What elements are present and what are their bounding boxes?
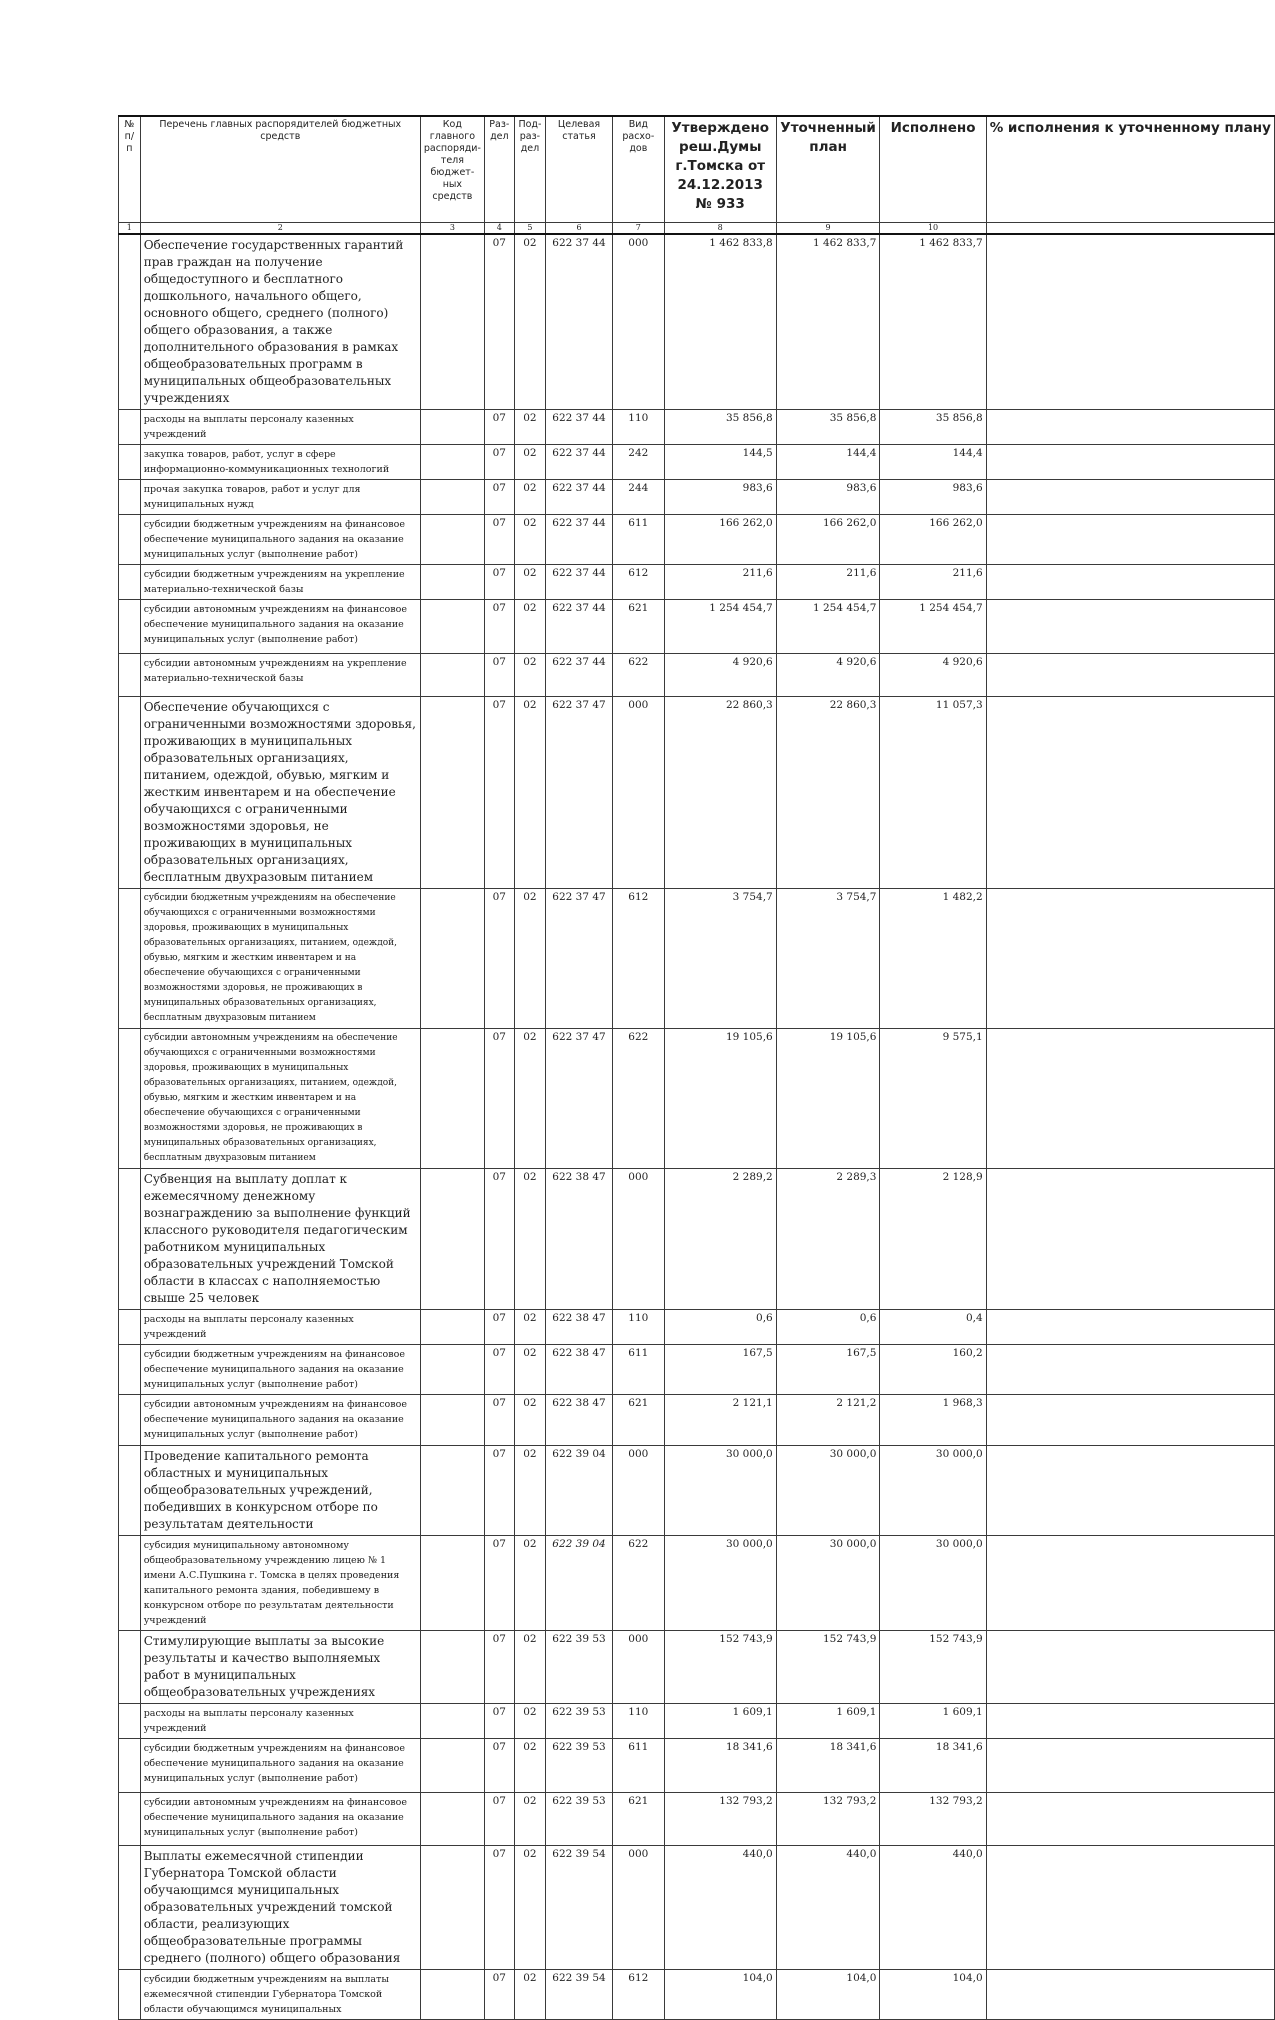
- table-row: [119, 1168, 1275, 1309]
- table-row: [119, 564, 1275, 599]
- row-plan: 144,4: [776, 444, 880, 479]
- row-done: 35 856,8: [880, 409, 986, 444]
- table-row: [119, 409, 1275, 444]
- row-podrazdel: 02: [514, 444, 545, 479]
- row-target: 622 37 44: [546, 599, 613, 653]
- row-plan: 18 341,6: [776, 1738, 880, 1792]
- row-name: Стимулирующие выплаты за высокие результаты и качество выполняемых работ в муниципальных общеобразовательных учреждениях: [140, 1630, 420, 1703]
- row-podrazdel: 02: [514, 1445, 545, 1535]
- row-target: 622 38 47: [546, 1394, 613, 1445]
- row-approved: 0,6: [664, 1309, 776, 1344]
- row-name: субсидия муниципальному автономному общеобразовательному учреждению лицею № 1 имени А.С.Пушкина г. Томска в целях проведения капитального ремонта здания, победившему в конкурсном отборе по результатам деятельности учреждений: [140, 1535, 420, 1630]
- row-razdel: 07: [484, 1394, 514, 1445]
- row-podrazdel: 02: [514, 888, 545, 1028]
- header-target-article: Целевая статья: [546, 116, 613, 222]
- header-percent: % исполнения к уточненному плану: [986, 116, 1274, 222]
- row-target: 622 38 47: [546, 1344, 613, 1394]
- row-razdel: 07: [484, 1969, 514, 2019]
- row-name: субсидии бюджетным учреждениям на финансовое обеспечение муниципального задания на оказание муниципальных услуг (выполнение работ): [140, 514, 420, 564]
- row-plan: 4 920,6: [776, 653, 880, 696]
- row-vid: 621: [612, 599, 664, 653]
- index-cell: 10: [880, 222, 986, 234]
- table-row: [119, 444, 1275, 479]
- table-row: [119, 1309, 1275, 1344]
- row-done: 160,2: [880, 1344, 986, 1394]
- row-name: субсидии бюджетным учреждениям на финансовое обеспечение муниципального задания на оказание муниципальных услуг (выполнение работ): [140, 1738, 420, 1792]
- row-target: 622 37 44: [546, 514, 613, 564]
- row-podrazdel: 02: [514, 1969, 545, 2019]
- row-done: 152 743,9: [880, 1630, 986, 1703]
- row-vid: 611: [612, 1738, 664, 1792]
- row-plan: 440,0: [776, 1845, 880, 1969]
- row-podrazdel: 02: [514, 479, 545, 514]
- row-plan: 132 793,2: [776, 1792, 880, 1845]
- row-razdel: 07: [484, 599, 514, 653]
- row-name: расходы на выплаты персоналу казенных учреждений: [140, 1309, 420, 1344]
- table-row: [119, 1738, 1275, 1792]
- table-row: [119, 1344, 1275, 1394]
- row-podrazdel: 02: [514, 1394, 545, 1445]
- row-razdel: 07: [484, 1630, 514, 1703]
- row-vid: 612: [612, 564, 664, 599]
- row-done: 1 968,3: [880, 1394, 986, 1445]
- row-name: расходы на выплаты персоналу казенных учреждений: [140, 1703, 420, 1738]
- table-row: [119, 1630, 1275, 1703]
- row-plan: 1 462 833,7: [776, 234, 880, 410]
- row-razdel: 07: [484, 409, 514, 444]
- row-vid: 612: [612, 888, 664, 1028]
- index-cell: 5: [514, 222, 545, 234]
- row-approved: 30 000,0: [664, 1445, 776, 1535]
- index-cell: 9: [776, 222, 880, 234]
- row-razdel: 07: [484, 1535, 514, 1630]
- row-name: Обеспечение государственных гарантий прав граждан на получение общедоступного и бесплатного дошкольного, начального общего, основного общего, среднего (полного) общего образования, а также дополнительного образования в рамках общеобразовательных программ в муниципальных общеобразовательных учреждениях: [140, 234, 420, 410]
- row-podrazdel: 02: [514, 1630, 545, 1703]
- row-done: 18 341,6: [880, 1738, 986, 1792]
- row-approved: 19 105,6: [664, 1028, 776, 1168]
- row-razdel: 07: [484, 1344, 514, 1394]
- row-vid: 242: [612, 444, 664, 479]
- row-vid: 110: [612, 1703, 664, 1738]
- row-target: 622 37 44: [546, 479, 613, 514]
- row-podrazdel: 02: [514, 1792, 545, 1845]
- row-name: Обеспечение обучающихся с ограниченными возможностями здоровья, проживающих в муниципальных образовательных организациях, питанием, одеждой, обувью, мягким и жестким инвентарем и на обеспечение обучающихся с ограниченными возможностями здоровья, не проживающих в муниципальных образовательных организациях, бесплатным двухразовым питанием: [140, 696, 420, 888]
- row-razdel: 07: [484, 1445, 514, 1535]
- row-podrazdel: 02: [514, 1535, 545, 1630]
- row-plan: 30 000,0: [776, 1445, 880, 1535]
- row-target: 622 37 44: [546, 234, 613, 410]
- row-podrazdel: 02: [514, 599, 545, 653]
- row-name: субсидии бюджетным учреждениям на выплаты ежемесячной стипендии Губернатора Томской области обучающимся муниципальных: [140, 1969, 420, 2019]
- row-done: 2 128,9: [880, 1168, 986, 1309]
- row-razdel: 07: [484, 653, 514, 696]
- row-podrazdel: 02: [514, 1738, 545, 1792]
- row-target: 622 38 47: [546, 1309, 613, 1344]
- row-plan: 3 754,7: [776, 888, 880, 1028]
- row-podrazdel: 02: [514, 1344, 545, 1394]
- table-row: [119, 479, 1275, 514]
- row-approved: 22 860,3: [664, 696, 776, 888]
- row-razdel: 07: [484, 1738, 514, 1792]
- row-name: субсидии бюджетным учреждениям на обеспечение обучающихся с ограниченными возможностями здоровья, проживающих в муниципальных образовательных организациях, питанием, одеждой, обувью, мягким и жестким инвентарем и на обеспечение обучающихся с ограниченными возможностями здоровья, не проживающих в муниципальных образовательных организациях, бесплатным двухразовым питанием: [140, 888, 420, 1028]
- row-razdel: 07: [484, 696, 514, 888]
- row-plan: 2 121,2: [776, 1394, 880, 1445]
- row-name: субсидии бюджетным учреждениям на укрепление материально-технической базы: [140, 564, 420, 599]
- row-done: 9 575,1: [880, 1028, 986, 1168]
- table-row: [119, 1445, 1275, 1535]
- row-plan: 1 609,1: [776, 1703, 880, 1738]
- row-approved: 3 754,7: [664, 888, 776, 1028]
- row-podrazdel: 02: [514, 1028, 545, 1168]
- row-vid: 611: [612, 514, 664, 564]
- row-vid: 244: [612, 479, 664, 514]
- row-done: 104,0: [880, 1969, 986, 2019]
- row-plan: 2 289,3: [776, 1168, 880, 1309]
- row-vid: 000: [612, 234, 664, 410]
- table-row: [119, 696, 1275, 888]
- row-name: субсидии автономным учреждениям на укрепление материально-технической базы: [140, 653, 420, 696]
- row-podrazdel: 02: [514, 234, 545, 410]
- index-cell: [986, 222, 1274, 234]
- table-row: [119, 1792, 1275, 1845]
- index-cell: 4: [484, 222, 514, 234]
- row-done: 144,4: [880, 444, 986, 479]
- row-approved: 152 743,9: [664, 1630, 776, 1703]
- table-row: [119, 599, 1275, 653]
- row-name: субсидии автономным учреждениям на финансовое обеспечение муниципального задания на оказание муниципальных услуг (выполнение работ): [140, 1792, 420, 1845]
- row-approved: 1 462 833,8: [664, 234, 776, 410]
- row-approved: 167,5: [664, 1344, 776, 1394]
- table-row: [119, 888, 1275, 1028]
- header-razdel: Раз-дел: [484, 116, 514, 222]
- row-done: 4 920,6: [880, 653, 986, 696]
- row-plan: 19 105,6: [776, 1028, 880, 1168]
- row-approved: 4 920,6: [664, 653, 776, 696]
- row-name: Выплаты ежемесячной стипендии Губернатора Томской области обучающимся муниципальных образовательных учреждений томской области, реализующих общеобразовательные программы среднего (полного) общего образования: [140, 1845, 420, 1969]
- header-podrazdel: Под-раз-дел: [514, 116, 545, 222]
- row-razdel: 07: [484, 888, 514, 1028]
- row-approved: 18 341,6: [664, 1738, 776, 1792]
- row-podrazdel: 02: [514, 1309, 545, 1344]
- row-done: 1 462 833,7: [880, 234, 986, 410]
- row-done: 983,6: [880, 479, 986, 514]
- row-razdel: 07: [484, 564, 514, 599]
- index-cell: 6: [546, 222, 613, 234]
- row-razdel: 07: [484, 1028, 514, 1168]
- table-row: [119, 653, 1275, 696]
- header-approved: Утверждено реш.Думы г.Томска от 24.12.2013 № 933: [664, 116, 776, 222]
- row-target: 622 39 53: [546, 1792, 613, 1845]
- table-row: [119, 1535, 1275, 1630]
- row-target: 622 39 53: [546, 1738, 613, 1792]
- row-vid: 612: [612, 1969, 664, 2019]
- row-done: 211,6: [880, 564, 986, 599]
- row-vid: 622: [612, 1028, 664, 1168]
- row-target: 622 37 47: [546, 888, 613, 1028]
- row-podrazdel: 02: [514, 514, 545, 564]
- row-target: 622 39 04: [546, 1445, 613, 1535]
- row-approved: 440,0: [664, 1845, 776, 1969]
- row-name: расходы на выплаты персоналу казенных учреждений: [140, 409, 420, 444]
- row-vid: 110: [612, 1309, 664, 1344]
- row-podrazdel: 02: [514, 1845, 545, 1969]
- row-plan: 1 254 454,7: [776, 599, 880, 653]
- row-target: 622 39 54: [546, 1845, 613, 1969]
- row-podrazdel: 02: [514, 1703, 545, 1738]
- row-done: 0,4: [880, 1309, 986, 1344]
- header-expense-type: Вид расхо-дов: [612, 116, 664, 222]
- row-razdel: 07: [484, 1703, 514, 1738]
- row-target: 622 39 04: [546, 1535, 613, 1630]
- row-vid: 110: [612, 409, 664, 444]
- row-vid: 622: [612, 1535, 664, 1630]
- row-podrazdel: 02: [514, 564, 545, 599]
- row-name: субсидии автономным учреждениям на обеспечение обучающихся с ограниченными возможностями здоровья, проживающих в муниципальных образовательных организациях, питанием, одеждой, обувью, мягким и жестким инвентарем и на обеспечение обучающихся с ограниченными возможностями здоровья, не проживающих в муниципальных образовательных организациях, бесплатным двухразовым питанием: [140, 1028, 420, 1168]
- table-row: [119, 1394, 1275, 1445]
- row-target: 622 37 44: [546, 653, 613, 696]
- row-plan: 0,6: [776, 1309, 880, 1344]
- row-razdel: 07: [484, 479, 514, 514]
- row-target: 622 37 44: [546, 564, 613, 599]
- row-razdel: 07: [484, 514, 514, 564]
- row-approved: 1 254 454,7: [664, 599, 776, 653]
- row-done: 11 057,3: [880, 696, 986, 888]
- row-vid: 000: [612, 1630, 664, 1703]
- row-podrazdel: 02: [514, 696, 545, 888]
- row-approved: 983,6: [664, 479, 776, 514]
- row-podrazdel: 02: [514, 1168, 545, 1309]
- row-plan: 30 000,0: [776, 1535, 880, 1630]
- row-name: субсидии бюджетным учреждениям на финансовое обеспечение муниципального задания на оказание муниципальных услуг (выполнение работ): [140, 1344, 420, 1394]
- row-razdel: 07: [484, 444, 514, 479]
- row-done: 1 482,2: [880, 888, 986, 1028]
- row-target: 622 37 44: [546, 409, 613, 444]
- row-target: 622 37 47: [546, 1028, 613, 1168]
- row-done: 1 254 454,7: [880, 599, 986, 653]
- table-row: [119, 1845, 1275, 1969]
- row-name: Субвенция на выплату доплат к ежемесячному денежному вознаграждению за выполнение функций классного руководителя педагогическим работником муниципальных образовательных учреждений Томской области в классах с наполняемостью свыше 25 человек: [140, 1168, 420, 1309]
- row-approved: 2 121,1: [664, 1394, 776, 1445]
- index-cell: 7: [612, 222, 664, 234]
- row-target: 622 37 44: [546, 444, 613, 479]
- index-cell: 2: [140, 222, 420, 234]
- row-podrazdel: 02: [514, 653, 545, 696]
- row-target: 622 39 53: [546, 1703, 613, 1738]
- index-cell: 3: [420, 222, 484, 234]
- row-name: субсидии автономным учреждениям на финансовое обеспечение муниципального задания на оказание муниципальных услуг (выполнение работ): [140, 599, 420, 653]
- row-done: 1 609,1: [880, 1703, 986, 1738]
- row-plan: 211,6: [776, 564, 880, 599]
- row-vid: 000: [612, 696, 664, 888]
- row-approved: 132 793,2: [664, 1792, 776, 1845]
- row-vid: 000: [612, 1845, 664, 1969]
- row-vid: 621: [612, 1394, 664, 1445]
- row-approved: 1 609,1: [664, 1703, 776, 1738]
- row-name: прочая закупка товаров, работ и услуг для муниципальных нужд: [140, 479, 420, 514]
- table-row: [119, 234, 1275, 410]
- row-name: субсидии автономным учреждениям на финансовое обеспечение муниципального задания на оказание муниципальных услуг (выполнение работ): [140, 1394, 420, 1445]
- row-razdel: 07: [484, 1792, 514, 1845]
- table-row: [119, 514, 1275, 564]
- row-approved: 2 289,2: [664, 1168, 776, 1309]
- row-done: 166 262,0: [880, 514, 986, 564]
- row-approved: 35 856,8: [664, 409, 776, 444]
- row-vid: 621: [612, 1792, 664, 1845]
- row-vid: 000: [612, 1445, 664, 1535]
- row-target: 622 38 47: [546, 1168, 613, 1309]
- row-plan: 35 856,8: [776, 409, 880, 444]
- row-approved: 30 000,0: [664, 1535, 776, 1630]
- row-plan: 166 262,0: [776, 514, 880, 564]
- row-target: 622 39 53: [546, 1630, 613, 1703]
- row-approved: 166 262,0: [664, 514, 776, 564]
- table-row: [119, 1028, 1275, 1168]
- row-target: 622 37 47: [546, 696, 613, 888]
- header-done: Исполнено: [880, 116, 986, 222]
- header-plan: Уточненный план: [776, 116, 880, 222]
- row-plan: 152 743,9: [776, 1630, 880, 1703]
- row-plan: 22 860,3: [776, 696, 880, 888]
- row-podrazdel: 02: [514, 409, 545, 444]
- row-done: 30 000,0: [880, 1535, 986, 1630]
- row-done: 30 000,0: [880, 1445, 986, 1535]
- row-razdel: 07: [484, 234, 514, 410]
- row-razdel: 07: [484, 1168, 514, 1309]
- row-plan: 167,5: [776, 1344, 880, 1394]
- row-name: Проведение капитального ремонта областных и муниципальных общеобразовательных учреждений, победивших в конкурсном отборе по результатам деятельности: [140, 1445, 420, 1535]
- header-grbs-code: Код главного распоряди-теля бюджет-ных средств: [420, 116, 484, 222]
- table-row: [119, 1969, 1275, 2019]
- row-name: закупка товаров, работ, услуг в сфере информационно-коммуникационных технологий: [140, 444, 420, 479]
- row-approved: 144,5: [664, 444, 776, 479]
- row-approved: 104,0: [664, 1969, 776, 2019]
- row-plan: 104,0: [776, 1969, 880, 2019]
- row-done: 132 793,2: [880, 1792, 986, 1845]
- row-razdel: 07: [484, 1309, 514, 1344]
- budget-execution-table: [118, 115, 1275, 2020]
- row-approved: 211,6: [664, 564, 776, 599]
- row-done: 440,0: [880, 1845, 986, 1969]
- index-cell: 1: [119, 222, 141, 234]
- row-vid: 622: [612, 653, 664, 696]
- row-razdel: 07: [484, 1845, 514, 1969]
- header-name: Перечень главных распорядителей бюджетных средств: [140, 116, 420, 222]
- row-target: 622 39 54: [546, 1969, 613, 2019]
- row-plan: 983,6: [776, 479, 880, 514]
- header-no: № п/п: [119, 116, 141, 222]
- table-row: [119, 1703, 1275, 1738]
- index-cell: 8: [664, 222, 776, 234]
- row-vid: 611: [612, 1344, 664, 1394]
- row-vid: 000: [612, 1168, 664, 1309]
